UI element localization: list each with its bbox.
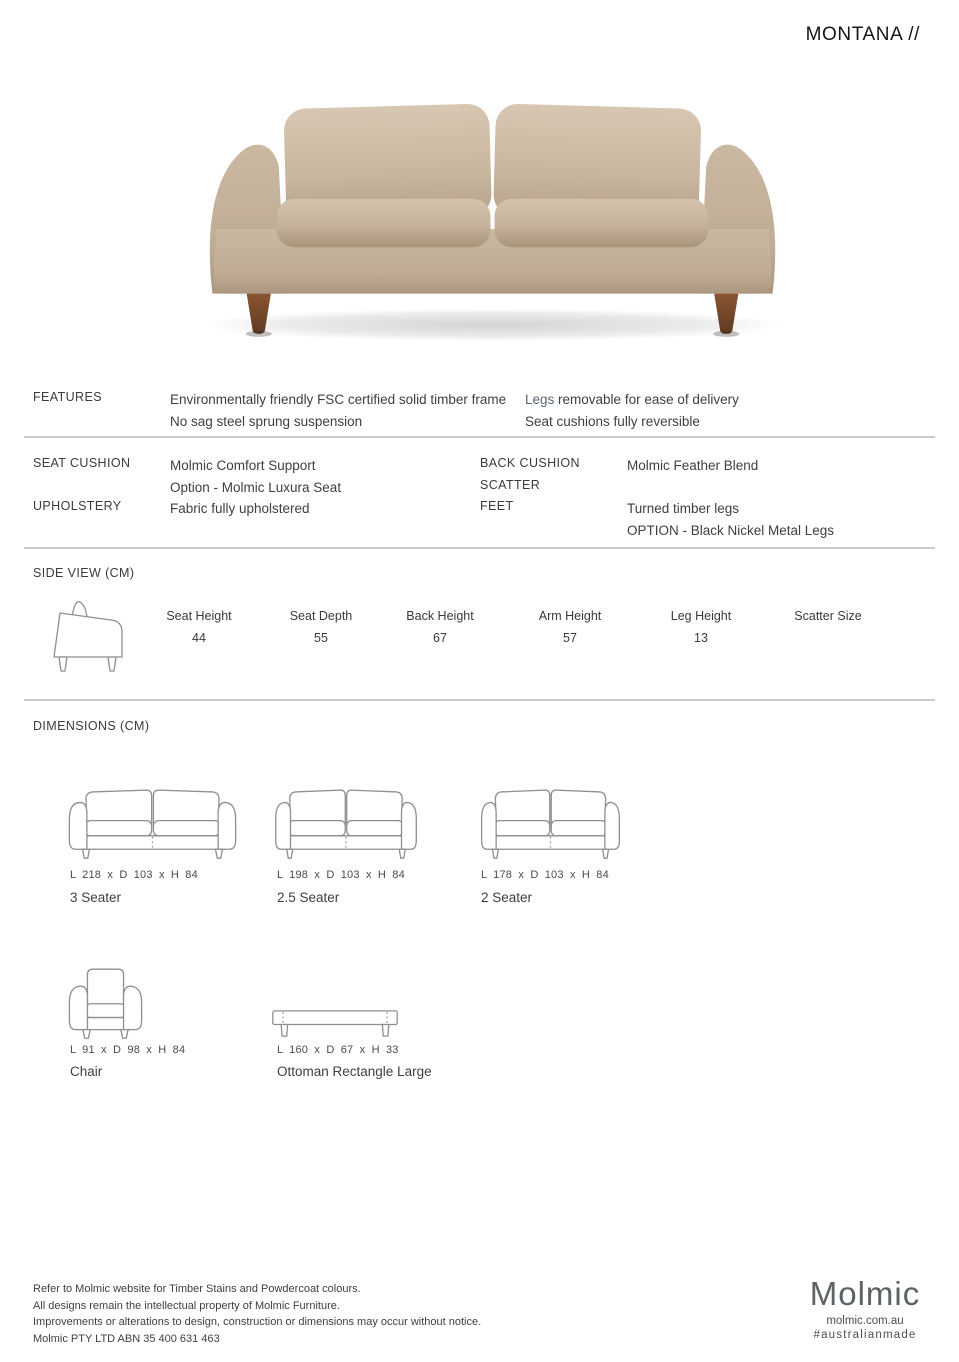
dims-text: L 198 x D 103 x H 84: [277, 869, 405, 881]
feet-line: Turned timber legs: [627, 501, 740, 516]
seat-cushion-label: SEAT CUSHION: [33, 456, 131, 470]
product-name: Chair: [70, 1064, 103, 1079]
features-label: FEATURES: [33, 390, 102, 404]
product-name: 2.5 Seater: [277, 890, 340, 905]
col-arm-height: Arm Height: [538, 609, 602, 623]
feet-line: OPTION - Black Nickel Metal Legs: [627, 523, 835, 538]
val-arm-height: 57: [563, 631, 577, 645]
footer-line: Improvements or alterations to design, construction or dimensions may occur without notice.: [33, 1316, 482, 1328]
scatter-label: SCATTER: [480, 478, 541, 492]
legs-highlight: Legs: [525, 392, 555, 407]
seat-cushion-values: [170, 455, 341, 499]
dims-text: L 218 x D 103 x H 84: [70, 869, 198, 881]
section-divider: [24, 547, 935, 549]
product-name: 3 Seater: [70, 890, 122, 905]
side-view-drawing: [42, 597, 137, 677]
ottoman-drawing: [270, 1008, 400, 1039]
feet-label: FEET: [480, 499, 514, 513]
dimensions-label: DIMENSIONS (CM): [33, 719, 150, 733]
feature-line: Seat cushions fully reversible: [525, 414, 700, 429]
features-col2: [525, 389, 739, 433]
upholstery-label: UPHOLSTERY: [33, 499, 122, 513]
feature-line: Legs removable for ease of delivery: [525, 392, 739, 407]
val-seat-height: 44: [192, 631, 206, 645]
col-back-height: Back Height: [406, 609, 474, 623]
features-col1: [170, 389, 506, 433]
chair-drawing: [64, 964, 147, 1040]
footer-legal: [33, 1281, 481, 1347]
footer-line: All designs remain the intellectual property of Molmic Furniture.: [33, 1299, 340, 1312]
val-seat-depth: 55: [314, 631, 328, 645]
feature-line: No sag steel sprung suspension: [170, 414, 363, 429]
sofa-2-5-seater-drawing: [272, 783, 420, 860]
seat-cushion-line: Molmic Comfort Support: [170, 458, 316, 473]
feet-values: [627, 498, 834, 542]
dims-text: L 160 x D 67 x H 33: [277, 1044, 399, 1056]
seat-cushion-line: Option - Molmic Luxura Seat: [170, 480, 342, 495]
brand-block: [780, 1275, 950, 1341]
section-divider: [24, 436, 935, 438]
val-back-height: 67: [433, 631, 447, 645]
feature-line: Environmentally friendly FSC certified solid timber frame: [170, 392, 507, 407]
dims-text: L 178 x D 103 x H 84: [481, 869, 609, 881]
val-leg-height: 13: [694, 631, 708, 645]
sofa-2-seater-drawing: [478, 783, 623, 860]
section-divider: [24, 699, 935, 701]
col-scatter-size: Scatter Size: [794, 609, 862, 623]
upholstery-value: Fabric fully upholstered: [170, 501, 310, 516]
back-cushion-label: BACK CUSHION: [480, 456, 580, 470]
footer-line: Refer to Molmic website for Timber Stains and Powdercoat colours.: [33, 1283, 361, 1295]
side-view-label: SIDE VIEW (CM): [33, 566, 135, 580]
hashtag: #australianmade: [813, 1329, 917, 1341]
product-name: 2 Seater: [481, 890, 533, 905]
col-leg-height: Leg Height: [670, 609, 732, 623]
dims-text: L 91 x D 98 x H 84: [70, 1044, 186, 1056]
col-seat-height: Seat Height: [166, 609, 232, 623]
page-title: MONTANA //: [805, 24, 920, 45]
back-cushion-value: Molmic Feather Blend: [627, 458, 759, 473]
footer-line: Molmic PTY LTD ABN 35 400 631 463: [33, 1332, 220, 1345]
sofa-photo: [190, 82, 795, 350]
sofa-photo-image: [190, 82, 795, 350]
product-name: Ottoman Rectangle Large: [277, 1064, 432, 1079]
molmic-logo: Molmic: [809, 1275, 921, 1312]
col-seat-depth: Seat Depth: [289, 609, 353, 623]
sofa-3-seater-drawing: [65, 783, 240, 860]
website-url: molmic.com.au: [826, 1315, 904, 1327]
